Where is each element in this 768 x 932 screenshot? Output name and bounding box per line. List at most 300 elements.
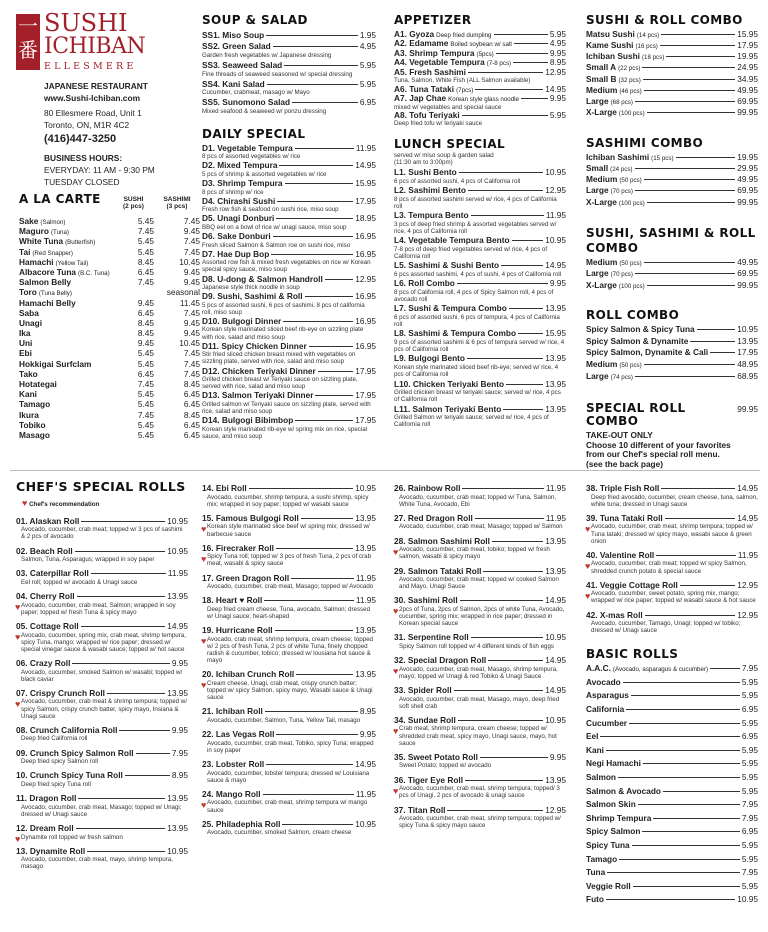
menu-item [586, 841, 758, 855]
item-price: 13.95 [737, 335, 758, 346]
item-description: mixed w/ vegetables and special sauce [394, 103, 502, 111]
item-name: Small A [586, 62, 617, 73]
item-name: Spicy Tuna [586, 839, 630, 850]
item-line [394, 68, 566, 78]
leader-line [291, 578, 354, 579]
item-price: 14.95 [545, 83, 566, 94]
menu-item [202, 232, 376, 249]
item-price: 5.95 [741, 758, 758, 769]
item-line [202, 626, 376, 636]
leader-line [606, 899, 735, 900]
logo-kanji: 一 番 [16, 14, 40, 70]
item-description: Korean style marinated rib-eye w/ spring mix on rice, special sauce, and miso soup [202, 425, 368, 440]
menu-item [586, 258, 758, 268]
sashimi-price: 7.45 [183, 246, 200, 257]
roll-item [16, 659, 188, 683]
item-price: 13.95 [545, 535, 566, 546]
item-qty: (100 pcs) [618, 110, 645, 118]
item-description: Salmon, Tuna, Asparagus; wrapped in soy paper [21, 556, 155, 564]
item-name: 09. Crunch Spicy Salmon Roll [16, 747, 134, 758]
fish-name-text: Hamachi [19, 256, 54, 267]
soup-salad-title: SOUP & SALAD [202, 13, 308, 27]
menu-item [394, 94, 566, 111]
item-name: D11. Spicy Chicken Dinner [202, 340, 307, 351]
sushi-price: 7.45 [137, 277, 154, 288]
menu-item [202, 416, 376, 440]
item-line [586, 325, 758, 335]
roll-item [16, 517, 188, 541]
heart-icon: ♥ [393, 785, 399, 796]
heart-icon: ♥ [201, 553, 207, 564]
item-price: 14.95 [545, 655, 566, 666]
item-qty: (Avocado, asparagus & cucumber) [612, 666, 709, 674]
leader-line [285, 183, 354, 184]
item-price: 69.95 [737, 268, 758, 279]
fish-name [19, 411, 123, 421]
a-la-carte-table [19, 217, 200, 441]
menu-item [586, 325, 758, 335]
leader-line [136, 753, 170, 754]
item-name: L4. Vegetable Tempura Bento [394, 235, 510, 246]
item-line [586, 281, 758, 291]
item-qty: (5pcs) [476, 50, 494, 58]
item-name: L5. Sashimi & Sushi Bento [394, 260, 500, 271]
leader-line [661, 488, 735, 489]
roll-item [15, 822, 188, 844]
item-name: Spicy Salmon & Spicy Tuna [586, 323, 695, 334]
item-price: 7.95 [741, 812, 758, 823]
item-price: 49.95 [737, 174, 758, 185]
chefs-special-title: CHEF'S SPECIAL ROLLS [16, 479, 186, 494]
item-name: D1. Vegetable Tempura [202, 142, 293, 153]
fish-subname: (B.C. Tuna) [78, 269, 110, 277]
item-line [586, 484, 758, 494]
item-line [586, 360, 758, 370]
leader-line [635, 168, 736, 169]
sushi-price: 8.45 [137, 328, 154, 339]
item-qty: (68 pcs) [610, 99, 633, 107]
menu-item [586, 75, 758, 85]
item-line [586, 164, 758, 174]
item-line [586, 691, 758, 705]
menu-item [202, 179, 376, 196]
item-qty: (32 pcs) [618, 76, 641, 84]
item-line [202, 98, 376, 108]
menu-item [586, 175, 758, 185]
roll-item [394, 716, 566, 747]
item-line [394, 567, 566, 577]
sashimi-price: 8.45 [183, 409, 200, 420]
item-name: Kame Sushi [586, 40, 634, 51]
item-line [16, 659, 188, 669]
leader-line [513, 62, 548, 63]
item-price: 5.95 [741, 771, 758, 782]
leader-line [91, 573, 166, 574]
item-qty: Boiled soybean w/ salt [450, 41, 512, 49]
leader-line [509, 308, 543, 309]
sashimi-price: 9.45 [183, 277, 200, 288]
item-price: 9.95 [549, 93, 566, 104]
item-name: D6. Sake Donburi [202, 231, 271, 242]
item-price: 17.95 [355, 365, 376, 376]
item-description: Avocado, cucumber, crab meat, Masago, mayo, deep fried soft shell crab [399, 695, 560, 710]
item-name: L3. Tempura Bento [394, 210, 469, 221]
item-line [202, 391, 376, 401]
item-name: SS4. Kani Salad [202, 78, 265, 89]
roll-item [202, 760, 376, 784]
leader-line [676, 157, 736, 158]
item-qty: (16 pcs) [635, 43, 658, 51]
rolls-column-4 [586, 484, 758, 909]
item-price: 13.95 [167, 591, 188, 602]
menu-item [586, 198, 758, 208]
leader-line [631, 695, 740, 696]
item-description: 8 pcs of California roll, 4 pcs of Spicy Salmon roll, 4 pcs of avocado roll [394, 288, 554, 303]
special-roll-combo-note-2: from our Chef's special roll menu. [586, 449, 720, 460]
item-name: L8. Sashimi & Tempura Combo [394, 328, 517, 339]
item-line [586, 186, 758, 196]
leader-line [503, 409, 543, 410]
item-price: 19.95 [737, 51, 758, 62]
item-price: 12.95 [737, 579, 758, 590]
restaurant-info [44, 82, 194, 187]
soup-salad-list [202, 31, 376, 115]
item-line [394, 236, 566, 246]
rolls-column-2 [202, 484, 376, 843]
item-line [202, 214, 376, 224]
item-price: 13.95 [545, 774, 566, 785]
item-price: 13.95 [545, 378, 566, 389]
fish-name-text: Tai [19, 246, 31, 257]
fish-name [19, 431, 123, 441]
heart-icon: ♥ [393, 546, 399, 557]
roll-item [394, 537, 566, 561]
item-name: SS5. Sunomono Salad [202, 97, 291, 108]
item-name: A1. Gyoza [394, 28, 435, 39]
item-name: 03. Caterpillar Roll [16, 568, 89, 579]
item-price: 17.95 [355, 415, 376, 426]
item-price: 15.95 [545, 328, 566, 339]
a-la-carte-row [19, 400, 200, 410]
item-price: 5.95 [741, 785, 758, 796]
leader-line [647, 112, 736, 113]
leader-line [710, 352, 735, 353]
menu-item [202, 275, 376, 292]
leader-line [710, 668, 740, 669]
item-line [202, 275, 376, 285]
item-price: 12.95 [737, 609, 758, 620]
item-price: 12.95 [545, 185, 566, 195]
item-line [202, 31, 376, 41]
sushi-roll-combo-list [586, 30, 758, 118]
heart-icon: ♥ [15, 602, 21, 613]
basic-rolls-title: BASIC ROLLS [586, 647, 679, 662]
item-name: Cucumber [586, 717, 628, 728]
fish-name-text: Masago [19, 429, 50, 440]
item-description: Avocado, cucumber, crab meat, Tobiko, spicy Tuna; wrapped in soy paper [207, 739, 374, 754]
leader-line [462, 488, 543, 489]
menu-item [586, 800, 758, 814]
item-price: 10.95 [737, 894, 758, 905]
item-name: A3. Shrimp Tempura [394, 47, 475, 58]
item-line [394, 354, 566, 364]
leader-line [107, 693, 165, 694]
sashimi-price: 8.45 [183, 379, 200, 389]
sashimi-price: 6.45 [183, 389, 200, 400]
item-name: Medium [586, 257, 618, 268]
item-name: 35. Sweet Potato Roll [394, 751, 478, 762]
item-line [202, 790, 376, 800]
heart-icon: ♥ [585, 560, 591, 571]
fish-name [19, 421, 123, 431]
menu-item [586, 97, 758, 107]
item-line [586, 52, 758, 62]
menu-item [586, 855, 758, 869]
item-name: Shrimp Tempura [586, 812, 652, 823]
sushi-price: 5.45 [137, 236, 154, 247]
roll-item [202, 670, 376, 701]
item-line [586, 63, 758, 73]
item-description: 7-8 pcs of deep fried vegetables served w/ rice, 4 pcs of California roll [394, 245, 548, 260]
sashimi-price: 11.45 [179, 297, 200, 308]
sashimi-price: 9.45 [183, 266, 200, 277]
item-price: 13.95 [545, 353, 566, 364]
item-price: 15.95 [737, 28, 758, 39]
item-price: 68.95 [737, 371, 758, 382]
sashimi-price: 6.45 [183, 419, 200, 430]
item-name: X-Large [586, 196, 617, 207]
sashimi-price: 9.45 [183, 328, 200, 339]
item-line [586, 41, 758, 51]
menu-item [586, 372, 758, 382]
item-line [394, 186, 566, 196]
menu-item [586, 868, 758, 882]
menu-item [586, 664, 758, 678]
a-la-carte-row [19, 309, 200, 319]
leader-line [512, 240, 544, 241]
item-line [202, 292, 376, 302]
menu-item [586, 360, 758, 370]
fish-name-text: Hamachi Belly [19, 297, 76, 308]
roll-item [16, 622, 188, 653]
item-price: 7.95 [171, 747, 188, 758]
item-description: Avocado, cucumber, sweet potato, spring mix, mango; wrapped w/ rice paper; topped w/ wasabi sauce & hot sauce [591, 590, 756, 605]
menu-item [586, 882, 758, 896]
leader-line [283, 321, 353, 322]
sushi-price: 5.45 [137, 246, 154, 257]
sashimi-price: 10.45 [179, 338, 200, 349]
leader-line [647, 285, 736, 286]
leader-line [315, 395, 353, 396]
sushi-price: 6.45 [137, 368, 154, 379]
sushi-price: 7.45 [137, 409, 154, 420]
leader-line [635, 101, 735, 102]
roll-item [394, 514, 566, 531]
item-description: Avocado, cucumber, crab meat & shrimp tempura; topped w/ spicy Salmon, crispy crunch batter, spicy mayo, Insiana & Unagi sauce [21, 698, 187, 720]
leader-line [454, 690, 544, 691]
item-line [202, 596, 376, 606]
item-name: SS1. Miso Soup [202, 29, 265, 40]
menu-item [586, 746, 758, 760]
leader-line [642, 67, 735, 68]
item-description: 6 pcs assorted sashimi, 4 pcs of sushi, 4 pcs of California roll [394, 270, 562, 278]
leader-line [475, 89, 543, 90]
item-qty: (22 pcs) [618, 65, 641, 73]
item-price: 13.95 [355, 542, 376, 553]
item-name: Salmon & Avocado [586, 785, 661, 796]
fish-name [19, 258, 123, 268]
menu-item [394, 380, 566, 404]
leader-line [633, 886, 740, 887]
leader-line [600, 736, 739, 737]
sushi-price: 5.45 [137, 429, 154, 440]
item-price: 5.95 [359, 78, 376, 89]
leader-line [475, 518, 544, 519]
menu-item [202, 31, 376, 41]
sushi-price: 9.45 [137, 338, 154, 349]
menu-item [394, 354, 566, 378]
item-name: 01. Alaskan Roll [16, 515, 80, 526]
item-line [202, 250, 376, 260]
item-name: 07. Crispy Crunch Roll [16, 687, 105, 698]
leader-line [295, 420, 353, 421]
item-description: Eel roll; topped w/ avocado & Unagi sauce [21, 578, 138, 586]
item-price: 5.95 [741, 744, 758, 755]
item-name: Large [586, 96, 609, 107]
menu-item [202, 144, 376, 161]
roll-item [16, 726, 188, 743]
item-line [586, 719, 758, 733]
fish-name-text: Maguro [19, 226, 49, 237]
a-la-carte-row [19, 299, 200, 309]
item-price: 69.95 [737, 185, 758, 196]
roll-item [16, 771, 188, 788]
item-qty: (74 pcs) [610, 374, 633, 382]
leader-line [521, 98, 548, 99]
leader-line [471, 637, 544, 638]
leader-line [626, 709, 740, 710]
leader-line [318, 371, 353, 372]
menu-item [202, 98, 376, 115]
item-name: SS2. Green Salad [202, 41, 271, 52]
menu-item [586, 895, 758, 909]
item-name: 05. Cottage Roll [16, 620, 79, 631]
menu-item [394, 186, 566, 210]
item-qty: (7-8 pcs) [486, 60, 512, 68]
item-description: Fresh row fish & seafood on sushi rice, miso soup [202, 206, 339, 214]
leader-line [75, 551, 166, 552]
menu-item [394, 211, 566, 235]
item-description: Spicy Tuna roll; topped w/ 3 pcs of fresh Tuna, 2 pcs of crab meat, wasabi & spicy sauce [207, 553, 372, 568]
fish-name [19, 309, 123, 319]
brand-line-1: SUSHI [44, 9, 128, 37]
fish-subname: (Salmon) [40, 219, 66, 226]
fish-name-text: Tamago [19, 399, 51, 410]
leader-line [666, 56, 735, 57]
item-name: 04. Cherry Roll [16, 591, 75, 602]
item-line [586, 773, 758, 787]
item-name: 41. Veggie Cottage Roll [586, 579, 678, 590]
item-name: 14. Ebi Roll [202, 483, 247, 493]
a-la-carte-row [19, 411, 200, 421]
item-line [586, 787, 758, 801]
item-price: 13.95 [545, 303, 566, 314]
item-line [586, 153, 758, 163]
item-description: Korean style marinated sliced beef rib-eye on sizzling plate with rice, salad and miso soup [202, 326, 364, 341]
item-name: Small B [586, 73, 617, 84]
chefs-recommendation-legend: ♥ Chef's recommendation [22, 498, 100, 509]
leader-line [271, 254, 353, 255]
item-name: 30. Sashimi Roll [394, 595, 458, 606]
item-line [394, 94, 566, 104]
item-line [586, 827, 758, 841]
appetizer-list [394, 30, 566, 128]
item-price: 4.95 [359, 41, 376, 52]
menu-item [586, 164, 758, 174]
fish-name [19, 288, 123, 298]
roll-item [202, 820, 376, 837]
item-price: 10.95 [167, 845, 188, 856]
heart-icon: ♥ [201, 680, 207, 691]
leader-line [629, 723, 740, 724]
item-price: 6.95 [359, 97, 376, 108]
rolls-list-3 [394, 484, 566, 829]
item-qty: (100 pcs) [618, 282, 645, 290]
item-price: 5.95 [741, 676, 758, 687]
item-description: Korean style marinated sliced beef rib-eye; served w/ rice, 4 pcs of California roll [394, 363, 559, 379]
roll-item [16, 547, 188, 564]
phone: (416)447-3250 [44, 132, 117, 145]
roll-item [394, 753, 566, 770]
item-line [586, 800, 758, 814]
item-name: Small [586, 162, 609, 173]
item-price: 11.95 [355, 595, 376, 606]
item-description: 9 pcs of assorted sashimi & 6 pcs of tempura served w/ rice, 4 pcs of California roll [394, 338, 565, 353]
item-qty: (70 pcs) [610, 271, 633, 279]
sashimi-price: 7.45 [183, 216, 200, 226]
basic-rolls-list [586, 664, 758, 909]
item-line [586, 198, 758, 208]
item-name: 26. Rainbow Roll [394, 483, 461, 493]
item-qty: (50 pcs) [619, 260, 642, 268]
leader-line [273, 46, 358, 47]
item-name: 28. Salmon Sashimi Roll [394, 535, 490, 546]
website: www.Sushi-Ichiban.com [44, 92, 141, 103]
item-line [16, 547, 188, 557]
leader-line [480, 757, 548, 758]
item-name: Futo [586, 894, 604, 905]
menu-item [202, 292, 376, 316]
leader-line [645, 615, 736, 616]
leader-line [305, 296, 354, 297]
item-qty: (70 pcs) [610, 188, 633, 196]
item-line [202, 484, 376, 494]
leader-line [125, 775, 170, 776]
brand-line-2: ICHIBAN [44, 34, 146, 59]
item-line [394, 633, 566, 643]
item-price: 8.95 [171, 770, 188, 781]
leader-line [644, 90, 736, 91]
roll-item [16, 592, 188, 616]
brand-line-3: ELLESMERE [44, 61, 137, 72]
item-description: Avocado, cucumber, smoked Salmon w/ wasabi; topped w/ black caviar [21, 668, 183, 683]
sushi-price: 5.45 [137, 348, 154, 359]
item-price: 6.95 [741, 826, 758, 837]
a-la-carte-row [19, 237, 200, 247]
menu-item [586, 86, 758, 96]
item-name: L6. Roll Combo [394, 278, 455, 289]
item-description: 8 pcs of shrimp w/ rice [202, 188, 264, 196]
